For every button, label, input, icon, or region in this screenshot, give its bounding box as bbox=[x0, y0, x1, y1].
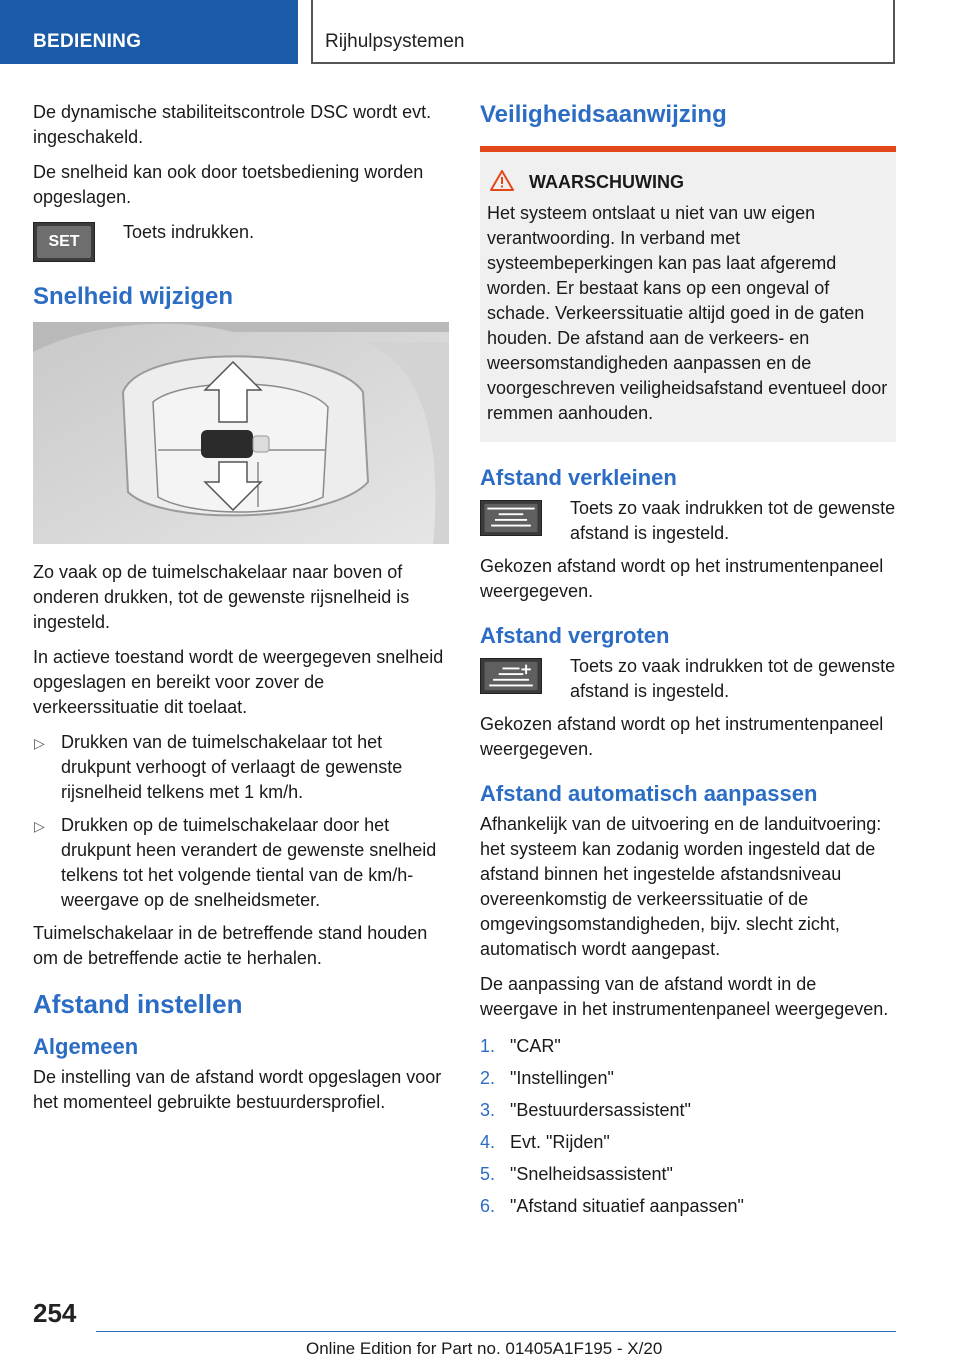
speed-paragraph-3: Tuimelschakelaar in de betreffende stand houden om de betreffende actie te herhalen. bbox=[33, 923, 428, 968]
warning-triangle-icon bbox=[490, 170, 514, 191]
increase-key-row bbox=[480, 654, 896, 704]
header-chapter-box bbox=[311, 0, 895, 64]
increase-key-text: Toets zo vaak indrukken tot de gewenste afstand is ingesteld. bbox=[570, 656, 896, 701]
right-column bbox=[480, 100, 896, 1226]
step-number: 5. bbox=[480, 1164, 496, 1184]
warning-text: Het systeem ontslaat u niet van uw eigen verantwoording. In verband met systeembeperkingen kan pas laat afgeremd worden. Er bestaat kans op een ongeval of schade. Verkeerssituatie altijd goed in de gaten houden. De afstand aan de verkeers- en weersomstandigheden aanpassen en de voorgeschreven veiligheidsafstand eventueel door remmen aanhouden. bbox=[487, 203, 888, 423]
list-item bbox=[480, 1066, 896, 1091]
distance-increase-key-icon bbox=[480, 658, 542, 694]
step-number: 4. bbox=[480, 1132, 496, 1152]
general-paragraph: De instelling van de afstand wordt opgeslagen voor het momenteel gebruikte bestuurdersprofiel. bbox=[33, 1067, 442, 1112]
warning-box bbox=[480, 146, 896, 442]
header-chapter-label: Rijhulpsystemen bbox=[325, 31, 465, 52]
set-key-text: Toets indrukken. bbox=[123, 222, 255, 242]
set-key-icon bbox=[33, 222, 95, 262]
warning-header bbox=[487, 170, 888, 195]
triangle-bullet-icon: ▷ bbox=[34, 818, 45, 834]
step-text: "Afstand situatief aanpassen" bbox=[510, 1196, 744, 1216]
header-section-label: BEDIENING bbox=[33, 31, 142, 52]
auto-adjust-paragraph-1: Afhankelijk van de uitvoering en de landuitvoering: het systeem kan zodanig worden ingesteld dat de afstand binnen het ingestelde afstandsniveau overeenkomstig de verkeerssituatie of de omgevingsomstandigheden, bijv. slecht zicht, automatisch wordt aangepast. bbox=[480, 814, 882, 959]
increase-heading: Afstand vergroten bbox=[480, 623, 670, 648]
list-item bbox=[33, 813, 449, 913]
menu-path-steps bbox=[480, 1034, 896, 1219]
safety-heading: Veiligheidsaanwijzing bbox=[480, 101, 727, 128]
step-number: 3. bbox=[480, 1100, 496, 1120]
list-item bbox=[480, 1162, 896, 1187]
step-number: 2. bbox=[480, 1068, 496, 1088]
auto-adjust-heading: Afstand automatisch aanpassen bbox=[480, 781, 818, 806]
speed-paragraph-1: Zo vaak op de tuimelschakelaar naar boven of onderen drukken, tot de gewenste rijsnelheid is ingesteld. bbox=[33, 562, 410, 632]
list-item bbox=[480, 1194, 896, 1219]
step-number: 6. bbox=[480, 1196, 496, 1216]
step-text: Evt. "Rijden" bbox=[510, 1132, 610, 1152]
footer-divider bbox=[96, 1331, 896, 1332]
warning-title: WAARSCHUWING bbox=[529, 172, 685, 192]
distance-heading: Afstand instellen bbox=[33, 989, 243, 1019]
step-text: "Instellingen" bbox=[510, 1068, 614, 1088]
list-item bbox=[480, 1034, 896, 1059]
step-number: 1. bbox=[480, 1036, 496, 1056]
decrease-key-text: Toets zo vaak indrukken tot de gewenste afstand is ingesteld. bbox=[570, 498, 896, 543]
list-item bbox=[480, 1130, 896, 1155]
step-text: "CAR" bbox=[510, 1036, 561, 1056]
increase-paragraph: Gekozen afstand wordt op het instrumentenpaneel weergegeven. bbox=[480, 714, 884, 759]
bullet-text: Drukken op de tuimelschakelaar door het drukpunt heen verandert de gewenste snelheid telkens tot het volgende tiental van de km/h-weergave op de snelheidsmeter. bbox=[61, 815, 437, 910]
list-item bbox=[33, 730, 449, 805]
distance-decrease-key-icon bbox=[480, 500, 542, 536]
set-key-label: SET bbox=[37, 226, 91, 258]
left-column bbox=[33, 100, 449, 1125]
bullet-text: Drukken van de tuimelschakelaar tot het drukpunt verhoogt of verlaagt de gewenste rijsnelheid telkens met 1 km/h. bbox=[61, 732, 403, 802]
intro-paragraph-2: De snelheid kan ook door toetsbediening worden opgeslagen. bbox=[33, 162, 424, 207]
speed-bullet-list bbox=[33, 730, 449, 913]
decrease-heading: Afstand verkleinen bbox=[480, 465, 677, 490]
step-text: "Bestuurdersassistent" bbox=[510, 1100, 691, 1120]
set-key-row bbox=[33, 220, 449, 264]
intro-paragraph-1: De dynamische stabiliteitscontrole DSC wordt evt. ingeschakeld. bbox=[33, 102, 432, 147]
footer-edition-text: Online Edition for Part no. 01405A1F195 - X/20 bbox=[306, 1339, 663, 1358]
steering-wheel-rocker-switch-image bbox=[33, 322, 449, 544]
triangle-bullet-icon: ▷ bbox=[34, 735, 45, 751]
decrease-key-row bbox=[480, 496, 896, 546]
page-number: 254 bbox=[33, 1298, 77, 1328]
general-heading: Algemeen bbox=[33, 1034, 139, 1059]
auto-adjust-paragraph-2: De aanpassing van de afstand wordt in de weergave in het instrumentenpaneel weergegeven. bbox=[480, 974, 889, 1019]
decrease-paragraph: Gekozen afstand wordt op het instrumentenpaneel weergegeven. bbox=[480, 556, 884, 601]
step-text: "Snelheidsassistent" bbox=[510, 1164, 673, 1184]
list-item bbox=[480, 1098, 896, 1123]
speed-heading: Snelheid wijzigen bbox=[33, 283, 234, 310]
header-section-tab bbox=[0, 0, 298, 64]
speed-paragraph-2: In actieve toestand wordt de weergegeven snelheid opgeslagen en bereikt voor zover de verkeerssituatie dit toelaat. bbox=[33, 647, 444, 717]
